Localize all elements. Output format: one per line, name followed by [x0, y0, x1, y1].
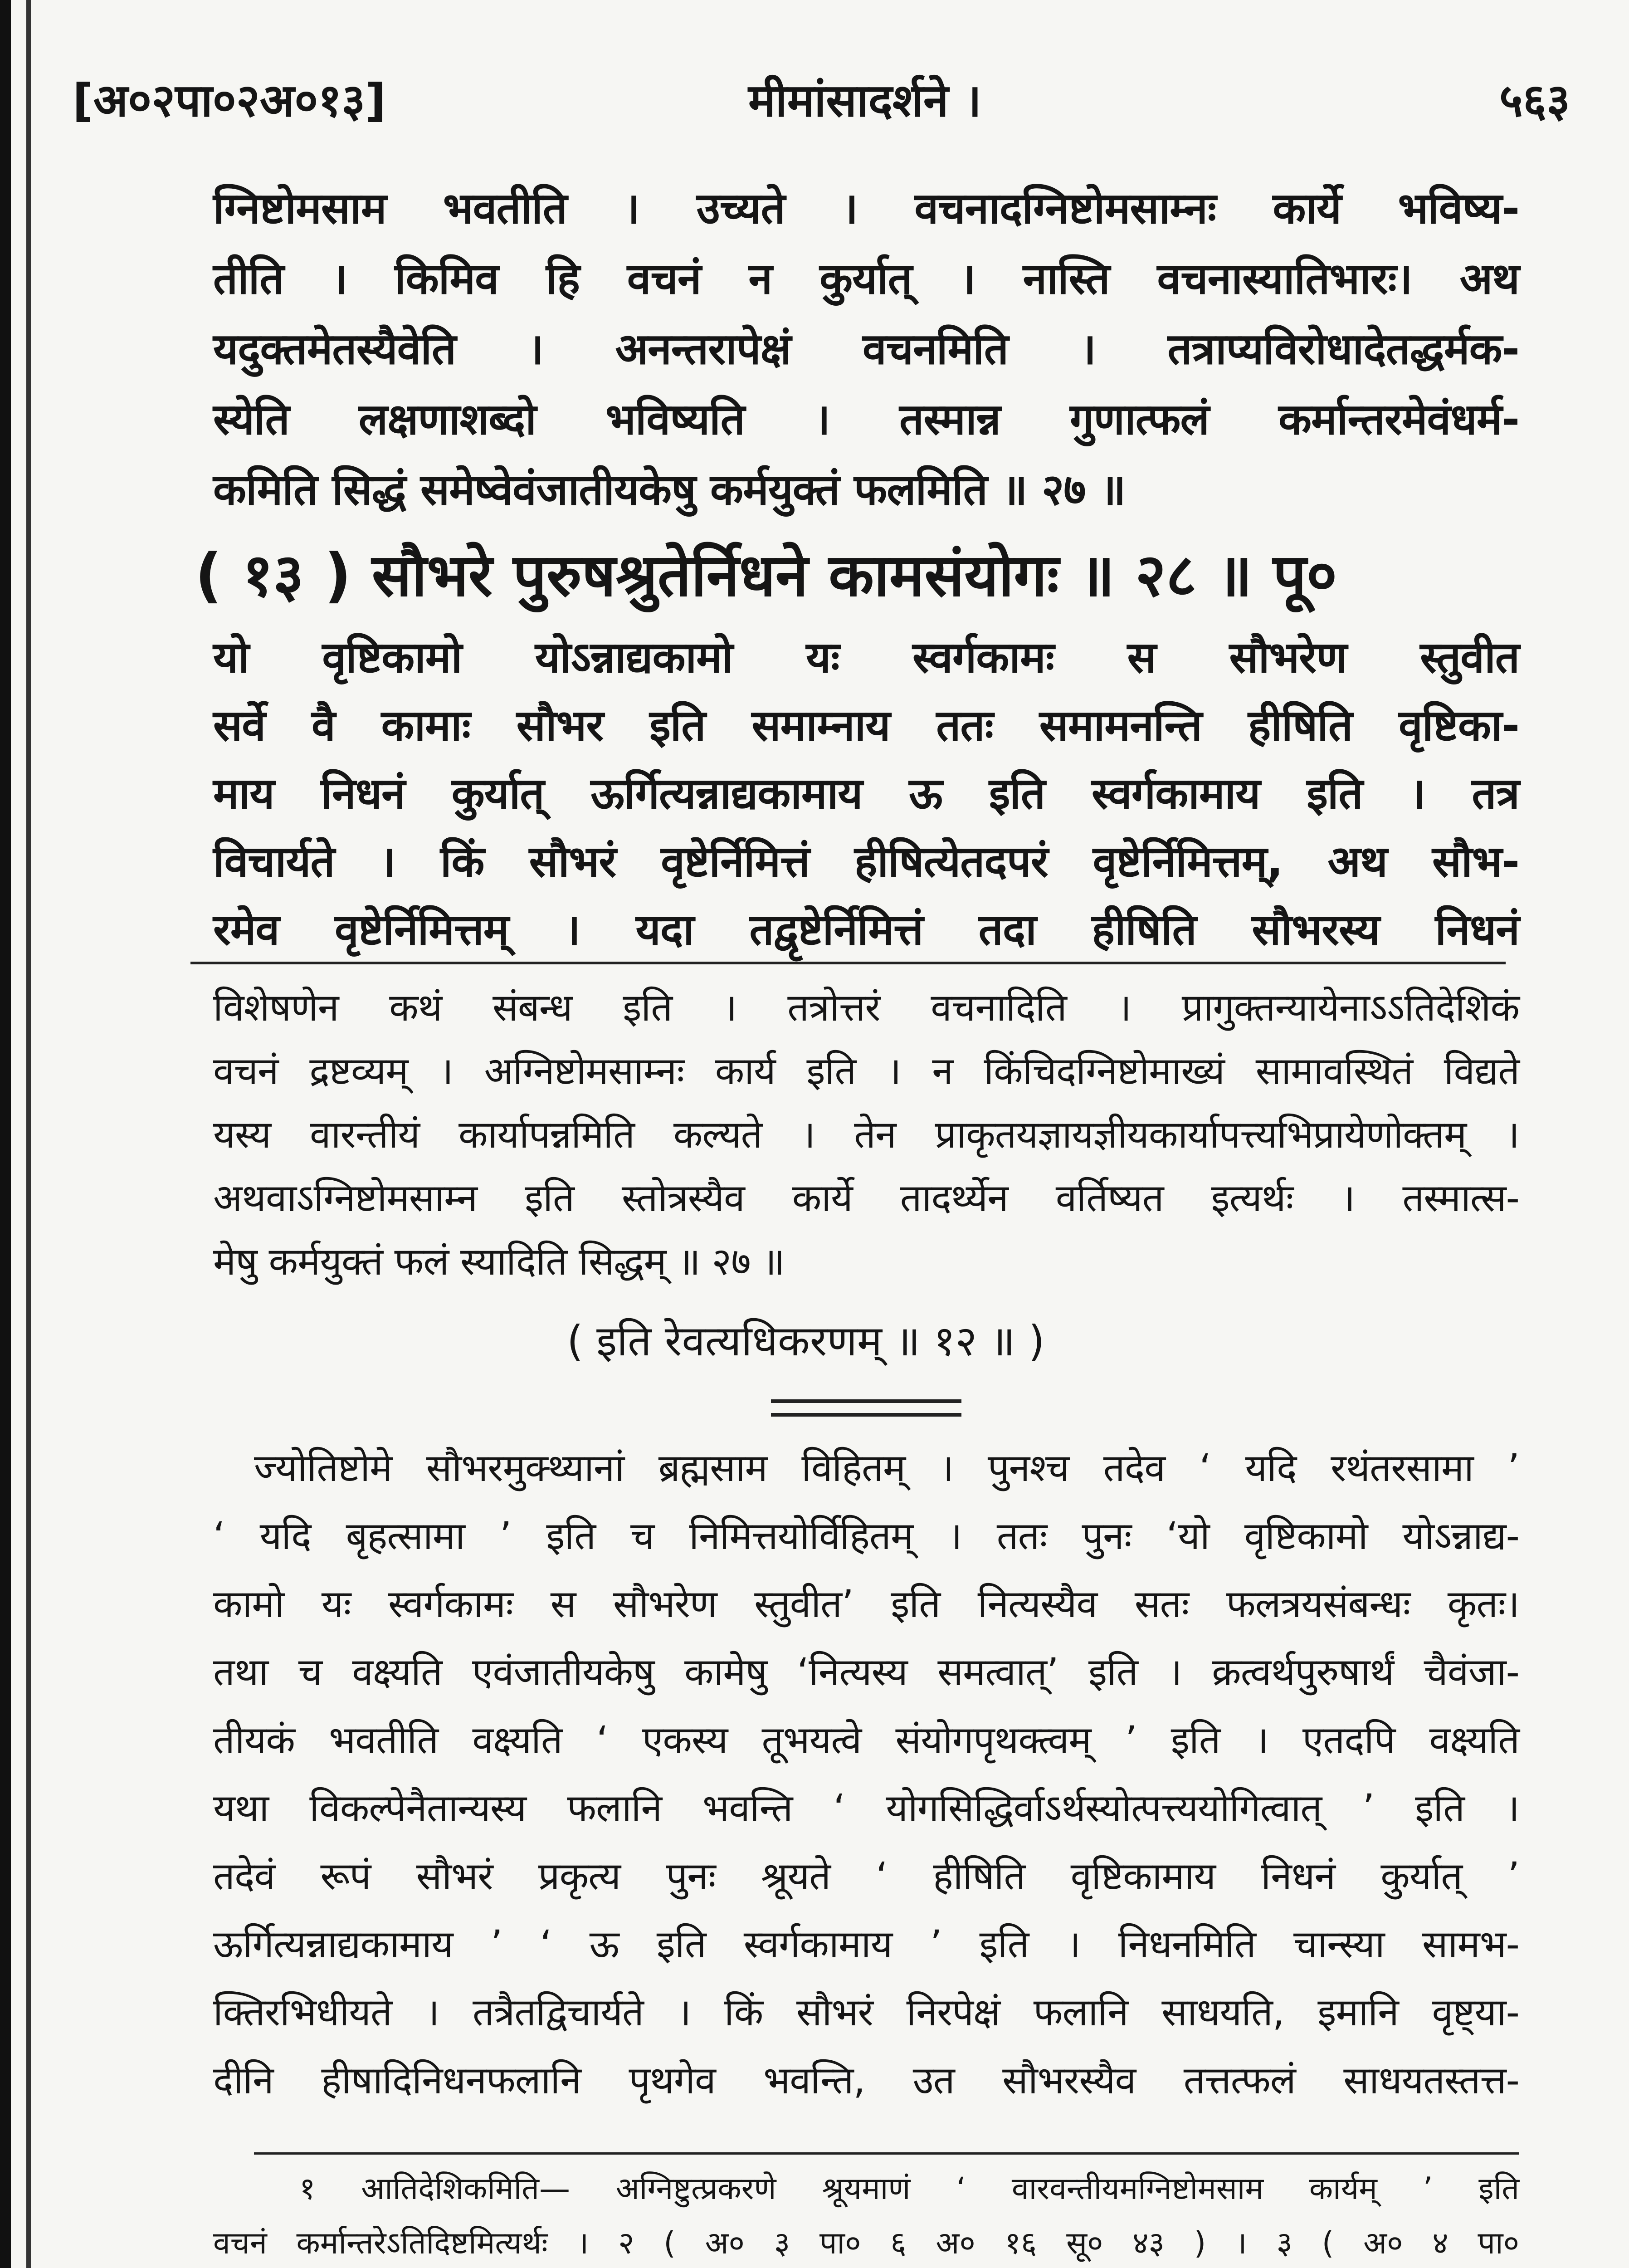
sub-commentary-block: [213, 980, 1519, 1306]
bottom-commentary-line: तथा च वक्ष्यति एवंजातीयकेषु कामेषु ‘नित्यस्य समत्वात्’ इति । क्रत्वर्थपुरुषार्थं चैवंजा-: [213, 1650, 1519, 1694]
page-binding-line: [26, 0, 31, 2268]
bottom-commentary-line: ‘ यदि बृहत्सामा ’ इति च निमित्तयोर्विहितम् । ततः पुनः ‘यो वृष्टिकामो योऽन्नाद्य-: [213, 1514, 1519, 1558]
main-text-line: स्येति लक्षणाशब्दो भविष्यति । तस्मान्न गुणात्फलं कर्मान्तरमेवंधर्म-: [213, 395, 1519, 445]
bottom-commentary-block: [213, 1440, 1519, 2143]
sub-commentary-line: वचनं द्रष्टव्यम् । अग्निष्टोमसाम्नः कार्य इति । न किंचिदग्निष्टोमाख्यं सामावस्थितं विद्यते: [213, 1049, 1519, 1093]
sutra-commentary-line: सर्वे वै कामाः सौभर इति समाम्नाय ततः समामनन्ति हीषिति वृष्टिका-: [213, 701, 1519, 751]
main-text-line: यदुक्तमेतस्यैवेति । अनन्तरापेक्षं वचनमिति । तत्राप्यविरोधादेतद्धर्मक-: [213, 324, 1519, 374]
sub-commentary-line: यस्य वारन्तीयं कार्यापन्नमिति कल्यते । तेन प्राकृतयज्ञायज्ञीयकार्यापत्त्यभिप्रायेणोक्तम् ।: [213, 1112, 1519, 1157]
bottom-commentary-line: तदेवं रूपं सौभरं प्रकृत्य पुनः श्रूयते ‘ हीषिति वृष्टिकामाय निधनं कुर्यात् ’: [213, 1854, 1519, 1898]
sutra-commentary-block: [213, 626, 1519, 971]
page-header: [73, 50, 1570, 141]
sutra-commentary-line: माय निधनं कुर्यात् ऊर्गित्यन्नाद्यकामाय ऊ इति स्वर्गकामाय इति । तत्र: [213, 769, 1519, 819]
page-binding-edge: [0, 0, 11, 2268]
header-title: मीमांसादर्शने ।: [748, 74, 982, 127]
main-text-block: [213, 177, 1519, 531]
bottom-commentary-line: दीनि हीषादिनिधनफलानि पृथगेव भवन्ति, उत सौभरस्यैव तत्तत्फलं साधयतस्तत्त-: [213, 2058, 1519, 2102]
bottom-commentary-line: ज्योतिष्टोमे सौभरमुक्थ्यानां ब्रह्मसाम विहितम् । पुनश्च तदेव ‘ यदि रथंतरसामा ’: [254, 1446, 1519, 1490]
sutra-commentary-line: यो वृष्टिकामो योऽन्नाद्यकामो यः स्वर्गकामः स सौभरेण स्तुवीत: [213, 633, 1519, 683]
sutra-heading: ( १३ ) सौभरे पुरुषश्रुतेर्निधने कामसंयोगः ॥ २८ ॥ पू०: [195, 541, 1337, 610]
bottom-commentary-line: तीयकं भवतीति वक्ष्यति ‘ एकस्य तूभयत्वे संयोगपृथक्त्वम् ’ इति । एतदपि वक्ष्यति: [213, 1718, 1519, 1762]
bottom-commentary-line: यथा विकल्पेनैतान्यस्य फलानि भवन्ति ‘ योगसिद्धिर्वाऽर्थस्योत्पत्त्ययोगित्वात् ’ इति ।: [213, 1786, 1519, 1830]
main-text-line: कमिति सिद्धं समेष्वेवंजातीयकेषु कर्मयुक्तं फलमिति ॥ २७ ॥: [213, 465, 1126, 515]
main-text-line: ग्निष्टोमसाम भवतीति । उच्यते । वचनादग्निष्टोमसाम्नः कार्ये भविष्य-: [213, 184, 1519, 234]
bottom-commentary-line: ऊर्गित्यन्नाद्यकामाय ’ ‘ ऊ इति स्वर्गकामाय ’ इति । निधनमिति चान्स्या सामभ-: [213, 1922, 1519, 1966]
sub-commentary-line: अथवाऽग्निष्टोमसाम्न इति स्तोत्रस्यैव कार्ये तादर्थ्येन वर्तिष्यत इत्यर्थः । तस्मात्स-: [213, 1176, 1519, 1220]
sutra-commentary-line: रमेव वृष्टेर्निमित्तम् । यदा तद्वृष्टेर्निमित्तं तदा हीषिति सौभरस्य निधनं: [213, 905, 1519, 955]
main-text-line: तीति । किमिव हि वचनं न कुर्यात् । नास्ति वचनास्यातिभारः। अथ: [213, 254, 1519, 304]
double-rule-top: [771, 1399, 961, 1403]
sub-commentary-line: विशेषणेन कथं संबन्ध इति । तत्रोत्तरं वचनादिति । प्रागुक्तन्यायेनाऽऽतिदेशिकं: [213, 985, 1519, 1030]
page-number: ५६३: [1499, 74, 1570, 127]
double-rule-bottom: [771, 1413, 961, 1417]
header-reference: [अ०२पा०२अ०१३]: [73, 74, 386, 127]
footnote-line: वचनं कर्मान्तरेऽतिदिष्टमित्यर्थः । २ ( अ० ३ पा० ६ अ० १६ सू० ४३ ) । ३ ( अ० ४ पा०: [213, 2225, 1519, 2261]
sub-commentary-line: मेषु कर्मयुक्तं फलं स्यादिति सिद्धम् ॥ २७ ॥: [213, 1239, 785, 1284]
footnotes-block: [213, 2166, 1519, 2268]
bottom-commentary-line: क्तिरभिधीयते । तत्रैतद्विचार्यते । किं सौभरं निरपेक्षं फलानि साधयति, इमानि वृष्ट्या-: [213, 1990, 1519, 2034]
bottom-commentary-line: कामो यः स्वर्गकामः स सौभरेण स्तुवीत’ इति नित्यस्यैव सतः फलत्रयसंबन्धः कृतः।: [213, 1582, 1519, 1626]
section-divider: [190, 962, 1506, 964]
footnote-divider: [254, 2152, 1519, 2155]
adhikarana-colophon: ( इति रेवत्यधिकरणम् ॥ १२ ॥ ): [567, 1317, 1045, 1365]
sutra-commentary-line: विचार्यते । किं सौभरं वृष्टेर्निमित्तं हीषित्येतदपरं वृष्टेर्निमित्तम्, अथ सौभ-: [213, 837, 1519, 887]
footnote-line: १ आतिदेशिकमिति— अग्निष्टुत्प्रकरणे श्रूयमाणं ‘ वारवन्तीयमग्निष्टोमसाम कार्यम् ’ इति: [299, 2171, 1519, 2207]
